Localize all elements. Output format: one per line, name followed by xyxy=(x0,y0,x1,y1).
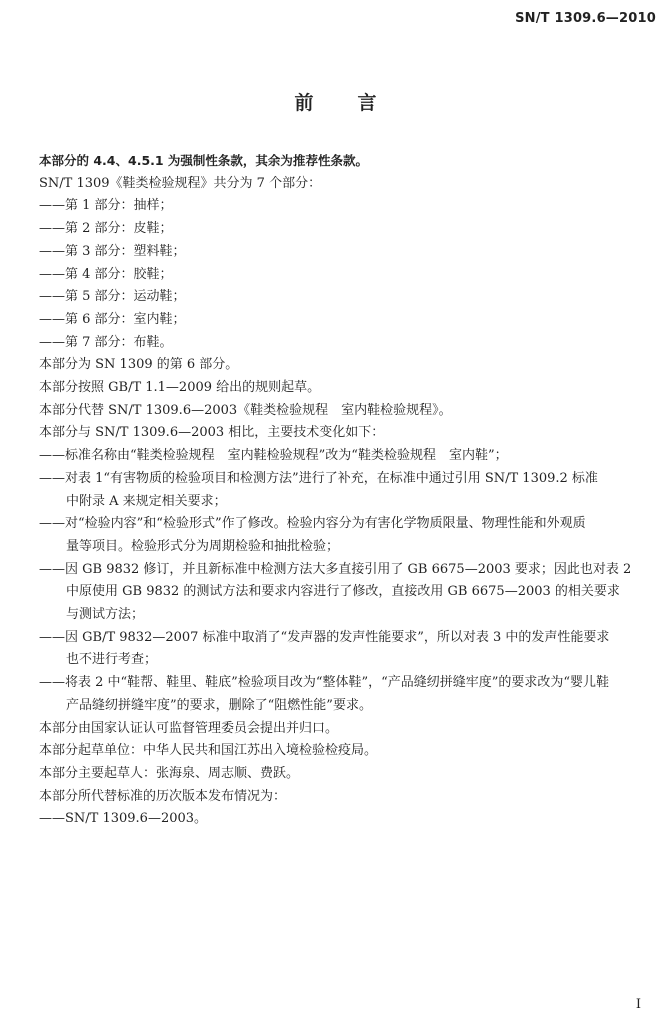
text-line: ——将表 2 中“鞋帮、鞋里、鞋底”检验项目改为“整体鞋”，“产品缝纫拼缝牢度”的要求改为“婴儿鞋 xyxy=(39,675,610,691)
text-line: 本部分的 4.4、4.5.1 为强制性条款，其余为推荐性条款。 xyxy=(39,153,368,168)
text-line: ——第 7 部分：布鞋。 xyxy=(39,334,173,350)
page-number: I xyxy=(635,997,641,1012)
standard-code: SN/T 1309.6—2010 xyxy=(515,11,656,26)
text-line: 本部分按照 GB/T 1.1—2009 给出的规则起草。 xyxy=(39,380,321,396)
text-line: ——因 GB/T 9832—2007 标准中取消了“发声器的发声性能要求”，所以对表 3 中的发声性能要求 xyxy=(39,629,610,645)
text-line: ——第 6 部分：室内鞋； xyxy=(39,311,186,327)
foreword-body xyxy=(39,150,661,831)
text-line: ——标准名称由“鞋类检验规程 室内鞋检验规程”改为“鞋类检验规程 室内鞋”； xyxy=(39,448,508,464)
text-line: ——因 GB 9832 修订，并且新标准中检测方法大多直接引用了 GB 6675—2003 要求；因此也对表 2 xyxy=(39,561,632,577)
text-line: ——第 4 部分：胶鞋； xyxy=(39,266,173,282)
text-line: 本部分起草单位：中华人民共和国江苏出入境检验检疫局。 xyxy=(39,743,378,759)
text-line: 本部分为 SN 1309 的第 6 部分。 xyxy=(39,357,239,373)
text-line: 中附录 A 来规定相关要求； xyxy=(66,493,227,509)
text-line: 也不进行考查； xyxy=(66,652,158,668)
text-line: 量等项目。检验形式分为周期检验和抽批检验； xyxy=(66,538,340,554)
text-line: ——第 1 部分：抽样； xyxy=(39,198,173,214)
page-title: 前言 xyxy=(294,92,421,114)
text-line: 本部分主要起草人：张海泉、周志顺、费跃。 xyxy=(39,765,300,781)
text-line: 本部分由国家认证认可监督管理委员会提出并归口。 xyxy=(39,720,339,736)
text-line: ——第 5 部分：运动鞋； xyxy=(39,289,186,305)
text-line: ——对表 1“有害物质的检验项目和检测方法”进行了补充，在标准中通过引用 SN/T 1309.2 标准 xyxy=(39,470,598,486)
text-line: SN/T 1309《鞋类检验规程》共分为 7 个部分： xyxy=(39,175,322,191)
text-line: ——SN/T 1309.6—2003。 xyxy=(39,811,208,827)
text-line: 本部分所代替标准的历次版本发布情况为： xyxy=(39,788,287,804)
text-line: 中原使用 GB 9832 的测试方法和要求内容进行了修改，直接改用 GB 6675—2003 的相关要求 xyxy=(66,584,620,600)
text-line: 与测试方法； xyxy=(66,607,145,623)
text-line: 本部分代替 SN/T 1309.6—2003《鞋类检验规程 室内鞋检验规程》。 xyxy=(39,402,452,418)
text-line: 产品缝纫拼缝牢度”的要求，删除了“阻燃性能”要求。 xyxy=(66,697,372,713)
text-line: ——第 3 部分：塑料鞋； xyxy=(39,243,186,259)
text-line: ——第 2 部分：皮鞋； xyxy=(39,221,173,237)
text-line: ——对“检验内容”和“检验形式”作了修改。检验内容分为有害化学物质限量、物理性能和外观质 xyxy=(39,516,586,532)
text-line: 本部分与 SN/T 1309.6—2003 相比，主要技术变化如下： xyxy=(39,425,385,441)
